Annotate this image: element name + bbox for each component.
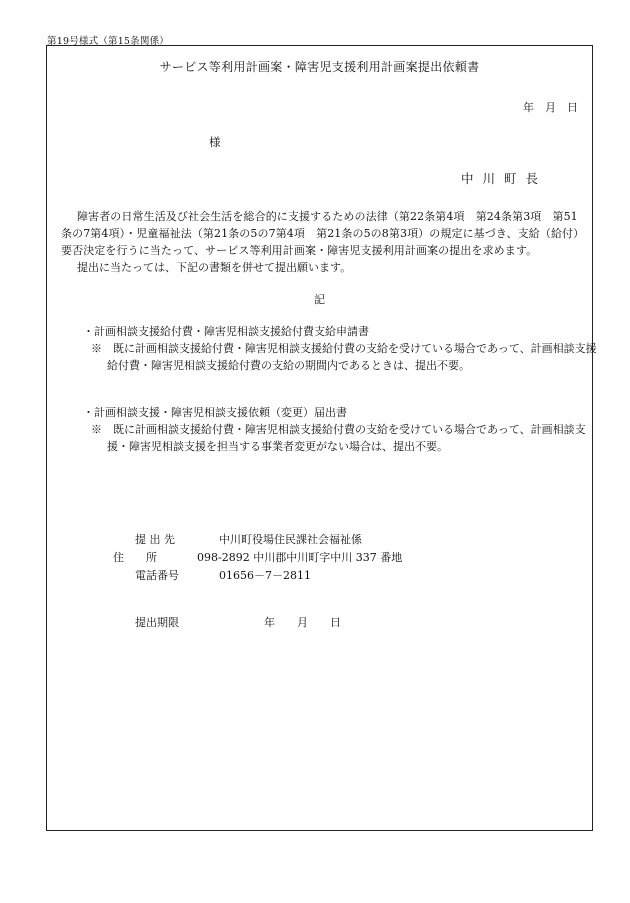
destination-label: 提 出 先 (135, 533, 175, 546)
item-note: ※ 既に計画相談支援給付費・障害児相談支援給付費の支給を受けている場合であって、計画相談支援給付費・障害児相談支援給付費の支給の期間内であるときは、提出不要。 (91, 342, 597, 372)
phone-value: 01656－7－2811 (219, 569, 311, 582)
phone-label: 電話番号 (135, 569, 179, 582)
item-title: ・計画相談支援・障害児相談支援依頼（変更）届出書 (83, 406, 347, 419)
body-paragraph-1: 障害者の日常生活及び社会生活を総合的に支援するための法律（第22条第4項 第24条第3項 第51条の7第4項）・児童福祉法（第21条の5の7第4項 第21条の5の8第3項）の規定に基づき、支給（給付）要否決定を行うに当たって、サービス等利用計画案・障害児支援利用計画案の提出を求めます。 (61, 210, 579, 257)
document-title: サービス等利用計画案・障害児支援利用計画案提出依頼書 (159, 60, 480, 74)
document-frame (46, 45, 597, 831)
form-number: 第19号様式（第15条関係） (47, 36, 169, 47)
date-line: 年 月 日 (523, 101, 578, 114)
address-label: 住 所 (113, 551, 157, 564)
deadline-value: 年 月 日 (264, 616, 341, 629)
deadline-label: 提出期限 (135, 616, 179, 629)
recipient-suffix: 様 (209, 135, 221, 149)
body-paragraph-2: 提出に当たっては、下記の書類を併せて提出願います。 (77, 261, 352, 274)
item-note: ※ 既に計画相談支援給付費・障害児相談支援給付費の支給を受けている場合であって、計画相談支援・障害児相談支援を担当する事業者変更がない場合は、提出不要。 (91, 423, 586, 453)
ki-heading: 記 (314, 293, 325, 306)
address-value: 098-2892 中川郡中川町字中川 337 番地 (197, 551, 403, 564)
item-title: ・計画相談支援給付費・障害児相談支援給付費支給申請書 (83, 325, 369, 338)
destination-value: 中川町役場住民課社会福祉係 (219, 533, 362, 546)
issuer-name: 中川町長 (461, 171, 548, 186)
